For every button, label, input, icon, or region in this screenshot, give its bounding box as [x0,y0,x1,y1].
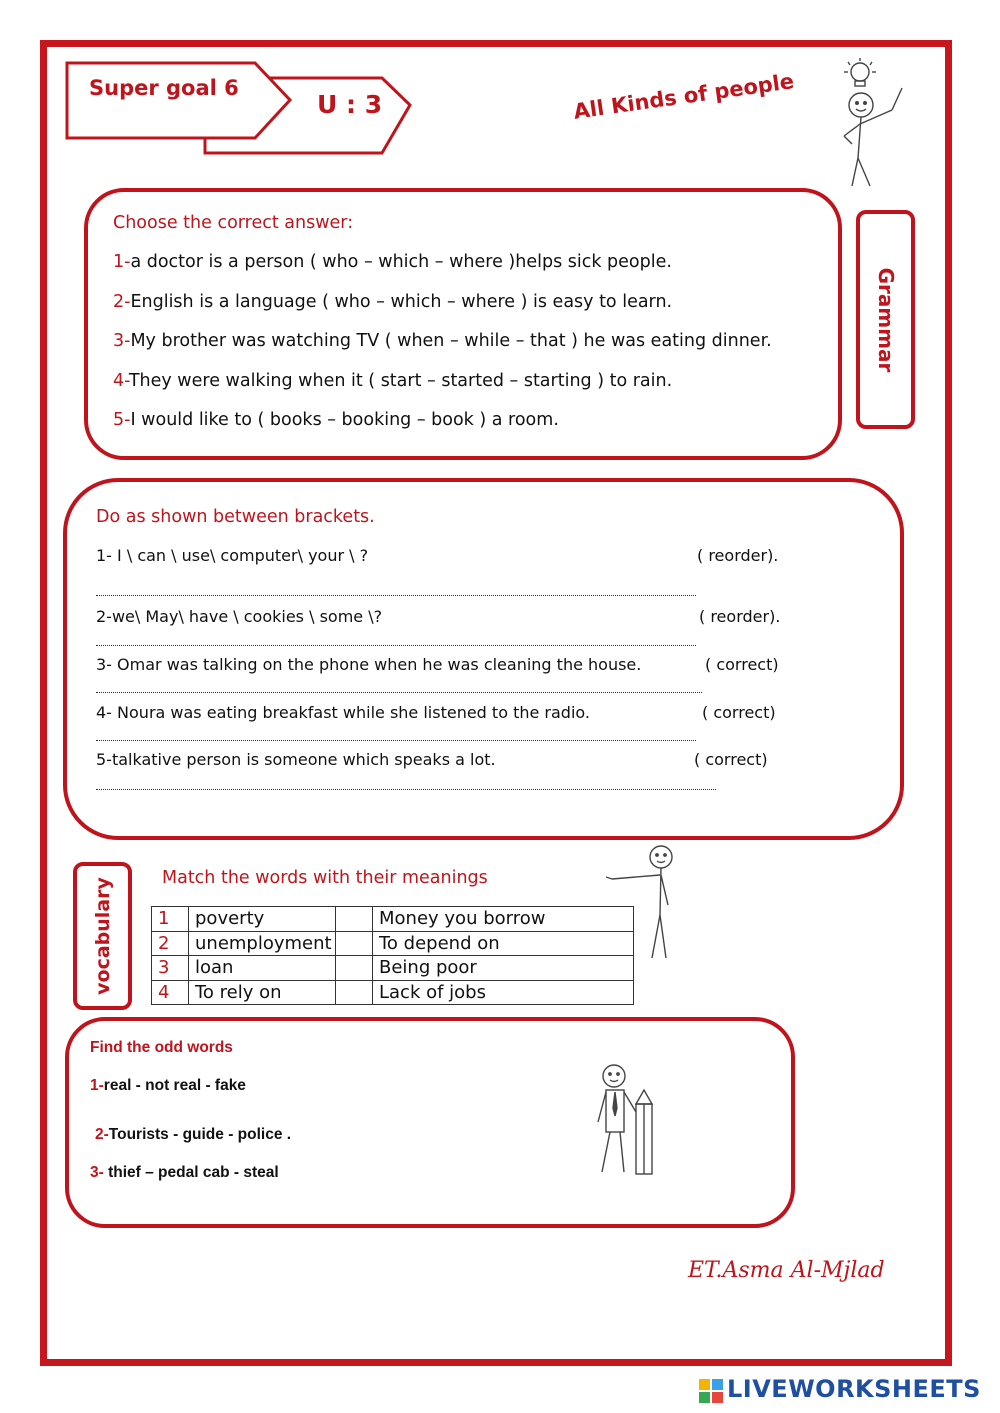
brackets-task: ( correct) [702,703,776,722]
brackets-item: 2-we\ May\ have \ cookies \ some \? [96,607,383,626]
meaning-cell: Being poor [373,956,634,981]
row-number: 2 [152,931,189,956]
brackets-item: 5-talkative person is someone which speaks a lot. [96,750,496,769]
brackets-task: ( correct) [705,655,779,674]
row-number: 3 [152,956,189,981]
vocabulary-instruction: Match the words with their meanings [162,868,488,888]
unit-label: U : 3 [317,90,383,119]
watermark-text: LIVEWORKSHEETS [727,1375,981,1403]
answer-cell[interactable] [336,956,373,981]
book-title: Super goal 6 [89,76,239,100]
table-row [152,980,634,1005]
grammar-instruction: Choose the correct answer: [113,213,354,233]
answer-cell[interactable] [336,907,373,932]
answer-cell[interactable] [336,980,373,1005]
meaning-cell: Money you borrow [373,907,634,932]
vocabulary-side-label: vocabulary [92,877,114,995]
word-cell: poverty [189,907,336,932]
answer-line[interactable] [96,645,696,646]
pencil-stickman-icon [592,1060,667,1180]
row-number: 1 [152,907,189,932]
grammar-item: 5-I would like to ( books – booking – book ) a room. [113,410,559,430]
author-signature: ET.Asma Al-Mjlad [688,1258,885,1283]
answer-cell[interactable] [336,931,373,956]
liveworksheets-logo-icon [698,1378,724,1404]
table-row [152,931,634,956]
grammar-item: 4-They were walking when it ( start – started – starting ) to rain. [113,371,673,391]
answer-line[interactable] [96,740,696,741]
brackets-task: ( correct) [694,750,768,769]
odd-words-item: 3- thief – pedal cab - steal [90,1164,279,1181]
answer-line[interactable] [96,789,716,790]
odd-words-instruction: Find the odd words [90,1039,233,1056]
word-cell: To rely on [189,980,336,1005]
answer-line[interactable] [96,595,696,596]
brackets-instruction: Do as shown between brackets. [96,507,375,527]
table-row [152,907,634,932]
brackets-task: ( reorder). [697,546,779,565]
brackets-task: ( reorder). [699,607,781,626]
meaning-cell: To depend on [373,931,634,956]
brackets-item: 1- I \ can \ use\ computer\ your \ ? [96,546,369,565]
grammar-item: 2-English is a language ( who – which – where ) is easy to learn. [113,292,673,312]
grammar-item: 3-My brother was watching TV ( when – while – that ) he was eating dinner. [113,331,772,351]
word-cell: loan [189,956,336,981]
lightbulb-stickman-icon [830,58,915,190]
meaning-cell: Lack of jobs [373,980,634,1005]
brackets-item: 3- Omar was talking on the phone when he was cleaning the house. [96,655,642,674]
grammar-item: 1-a doctor is a person ( who – which – where )helps sick people. [113,252,672,272]
word-cell: unemployment [189,931,336,956]
match-table [151,906,634,1005]
answer-line[interactable] [96,692,702,693]
row-number: 4 [152,980,189,1005]
lesson-title: All Kinds of people [572,69,796,124]
odd-words-item: 2-Tourists - guide - police . [95,1126,292,1143]
odd-words-item: 1-real - not real - fake [90,1077,246,1094]
pointing-stickman-icon [604,843,684,963]
grammar-side-label: Grammar [874,267,898,373]
brackets-item: 4- Noura was eating breakfast while she listened to the radio. [96,703,590,722]
table-row [152,956,634,981]
